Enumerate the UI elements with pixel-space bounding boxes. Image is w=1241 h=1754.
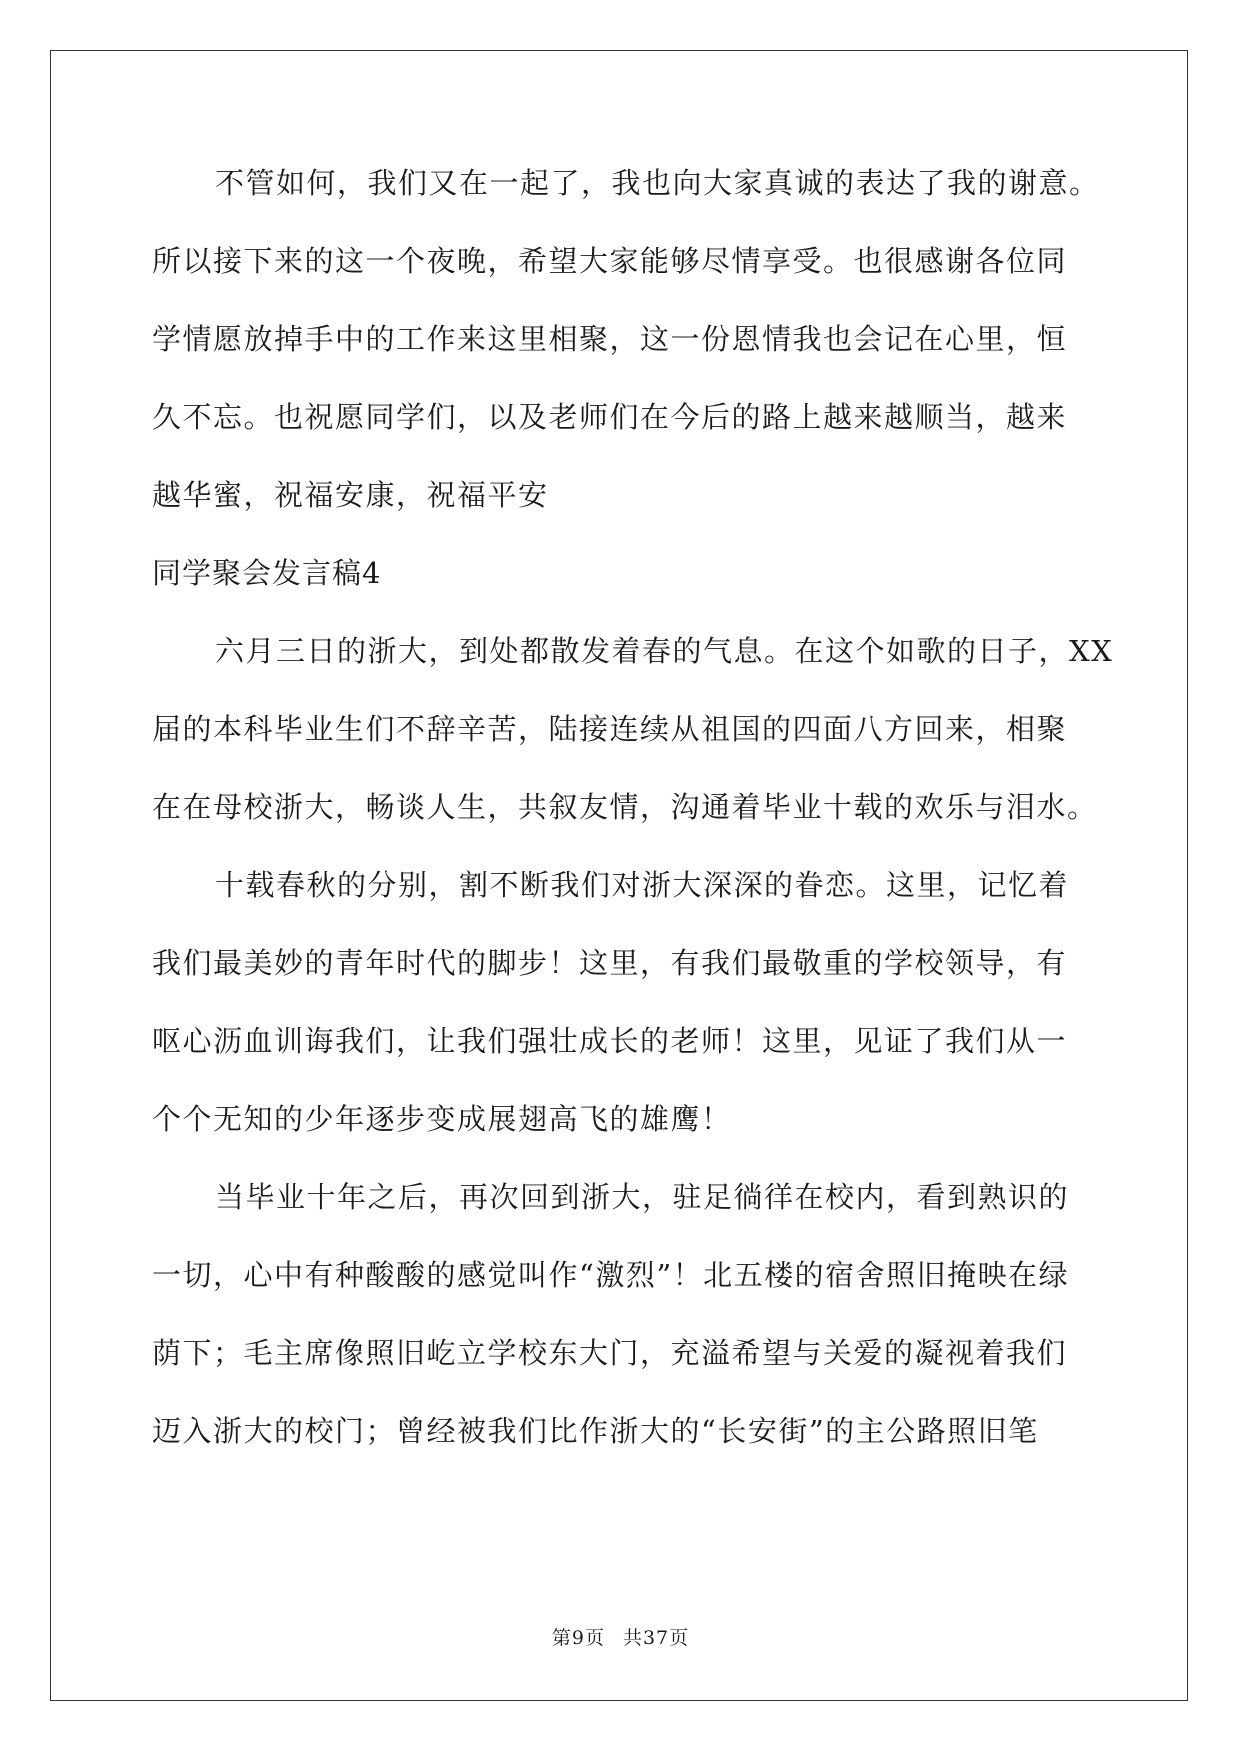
paragraph-line: 我们最美妙的青年时代的脚步！这里，有我们最敬重的学校领导，有 — [152, 946, 1068, 980]
paragraph-line: 当毕业十年之后，再次回到浙大，驻足徜徉在校内，看到熟识的 — [215, 1180, 1070, 1214]
paragraph-line: 所以接下来的这一个夜晚，希望大家能够尽情享受。也很感谢各位同 — [152, 244, 1068, 278]
paragraph-line: 迈入浙大的校门；曾经被我们比作浙大的“长安街”的主公路照旧笔 — [152, 1414, 1039, 1448]
total-pages: 共37页 — [622, 1627, 690, 1649]
paragraph-line: 学情愿放掉手中的工作来这里相聚，这一份恩情我也会记在心里，恒 — [152, 322, 1068, 356]
document-body — [152, 160, 1114, 1486]
paragraph-line: 荫下；毛主席像照旧屹立学校东大门，充溢希望与关爱的凝视着我们 — [152, 1336, 1068, 1370]
paragraph-line: 呕心沥血训诲我们，让我们强壮成长的老师！这里，见证了我们从一 — [152, 1024, 1068, 1058]
paragraph-line: 六月三日的浙大，到处都散发着春的气息。在这个如歌的日子，XX — [215, 634, 1114, 668]
page-number: 第9页 — [551, 1627, 605, 1649]
paragraph-line: 一切，心中有种酸酸的感觉叫作“激烈”！北五楼的宿舍照旧掩映在绿 — [152, 1258, 1070, 1292]
paragraph-line: 不管如何，我们又在一起了，我也向大家真诚的表达了我的谢意。 — [215, 166, 1100, 200]
paragraph-line: 届的本科毕业生们不辞辛苦，陆接连续从祖国的四面八方回来，相聚 — [152, 712, 1068, 746]
paragraph-line: 个个无知的少年逐步变成展翅高飞的雄鹰！ — [152, 1102, 732, 1136]
paragraph-line: 在在母校浙大，畅谈人生，共叙友情，沟通着毕业十载的欢乐与泪水。 — [152, 790, 1098, 824]
paragraph-line: 越华蜜，祝福安康，祝福平安 — [152, 478, 549, 512]
paragraph-line: 久不忘。也祝愿同学们，以及老师们在今后的路上越来越顺当，越来 — [152, 400, 1068, 434]
section-heading: 同学聚会发言稿4 — [152, 556, 382, 590]
page-footer — [0, 1623, 1241, 1650]
paragraph-line: 十载春秋的分别，割不断我们对浙大深深的眷恋。这里，记忆着 — [215, 868, 1070, 902]
